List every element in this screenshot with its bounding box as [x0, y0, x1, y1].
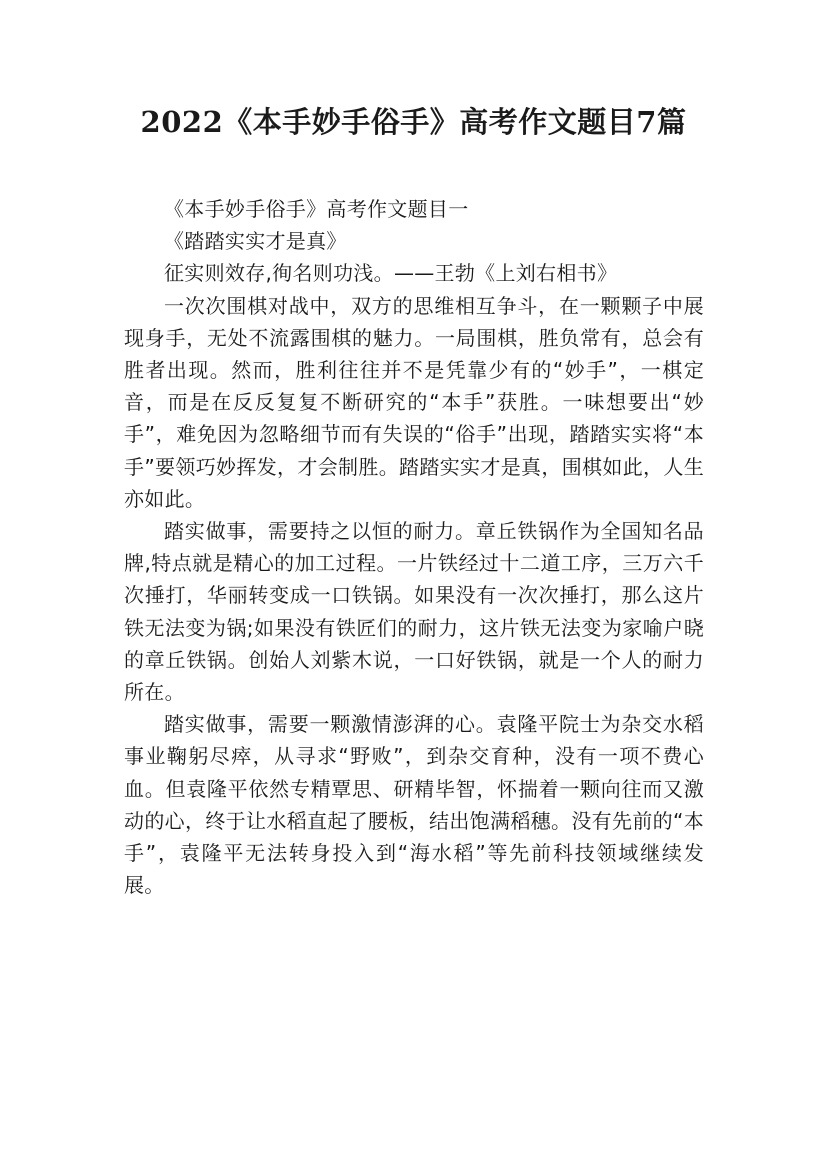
document-body [124, 193, 704, 901]
epigraph-quote: 征实则效存,徇名则功浅。——王勃《上刘右相书》 [164, 261, 618, 286]
document-title: 2022《本手妙手俗手》高考作文题目7篇 [140, 105, 687, 139]
paragraph: 踏实做事，需要一颗激情澎湃的心。袁隆平院士为杂交水稻事业鞠躬尽瘁，从寻求“野败”，到杂交育种，没有一项不费心血。但袁隆平依然专精覃思、研精毕智，怀揣着一颗向往而又激动的心，终于让水稻直起了腰板，结出饱满稻穗。没有先前的“本手”，袁隆平无法转身投入到“海水稻”等先前科技领域继续发展。 [124, 712, 704, 898]
paragraph: 一次次围棋对战中，双方的思维相互争斗，在一颗颗子中展现身手，无处不流露围棋的魅力。一局围棋，胜负常有，总会有胜者出现。然而，胜利往往并不是凭靠少有的“妙手”，一棋定音，而是在反反复复不断研究的“本手”获胜。一味想要出“妙手”，难免因为忽略细节而有失误的“俗手”出现，踏踏实实将“本手”要领巧妙挥发，才会制胜。踏踏实实才是真，围棋如此，人生亦如此。 [124, 293, 704, 511]
paragraph: 踏实做事，需要持之以恒的耐力。章丘铁锅作为全国知名品牌,特点就是精心的加工过程。一片铁经过十二道工序，三万六千次捶打，华丽转变成一口铁锅。如果没有一次次捶打，那么这片铁无法变为锅;如果没有铁匠们的耐力，这片铁无法变为家喻户晓的章丘铁锅。创始人刘紫木说，一口好铁锅，就是一个人的耐力所在。 [124, 519, 704, 705]
essay-title: 《踏踏实实才是真》 [164, 229, 347, 254]
section-heading: 《本手妙手俗手》高考作文题目一 [164, 197, 469, 221]
